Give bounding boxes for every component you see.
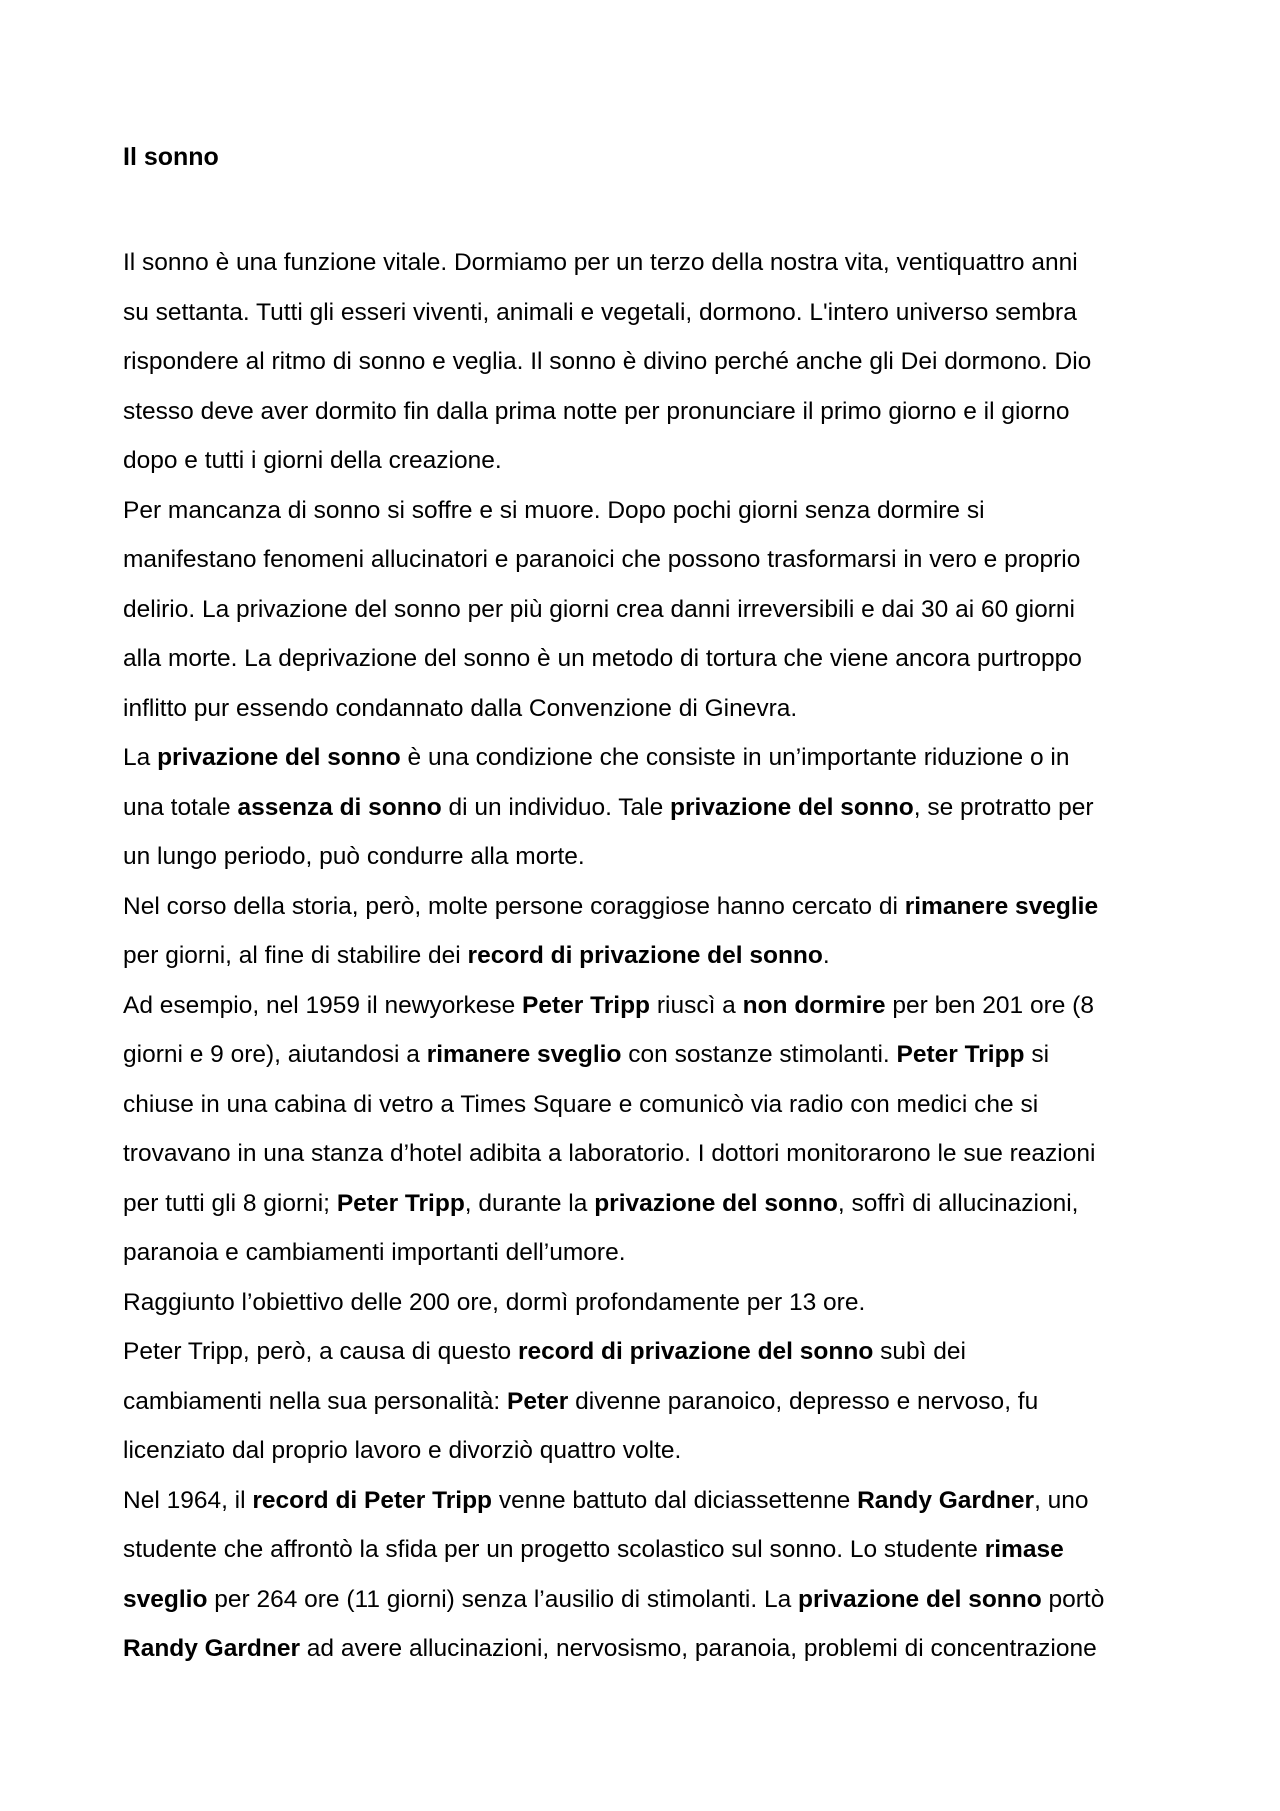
text-line xyxy=(123,1080,1173,1130)
text-line xyxy=(123,535,1173,585)
bold-text-run: Peter xyxy=(507,1387,569,1415)
text-run: Raggiunto l’obiettivo delle 200 ore, dormì profondamente per 13 ore. xyxy=(123,1288,866,1316)
text-run: Nel 1964, il xyxy=(123,1486,253,1514)
bold-text-run: privazione del sonno xyxy=(594,1189,838,1217)
text-run: trovavano in una stanza d’hotel adibita a laboratorio. I dottori monitorarono le sue reazioni xyxy=(123,1140,1096,1167)
text-line xyxy=(123,981,1173,1031)
text-line xyxy=(123,1426,1173,1476)
text-line xyxy=(123,486,1173,536)
document-title: Il sonno xyxy=(123,143,219,171)
text-run: delirio. La privazione del sonno per più giorni crea danni irreversibili e dai 30 ai 60 giorni xyxy=(123,595,1075,623)
text-line xyxy=(123,387,1173,437)
bold-text-run: Randy Gardner xyxy=(123,1635,300,1662)
text-line xyxy=(123,436,1173,486)
bold-text-run: Peter Tripp xyxy=(522,991,651,1019)
bold-text-run: assenza di sonno xyxy=(237,793,442,821)
text-line xyxy=(123,634,1173,684)
text-line xyxy=(123,1476,1173,1526)
text-run: La xyxy=(123,744,158,771)
text-line xyxy=(123,783,1173,833)
text-run: paranoia e cambiamenti importanti dell’umore. xyxy=(123,1239,626,1266)
text-line xyxy=(123,1129,1173,1179)
text-line xyxy=(123,585,1173,635)
text-run: una totale xyxy=(123,793,238,821)
text-run: per tutti gli 8 giorni; xyxy=(123,1189,337,1217)
text-run: manifestano fenomeni allucinatori e paranoici che possono trasformarsi in vero e proprio xyxy=(123,546,1081,573)
text-line xyxy=(123,1278,1173,1328)
text-run: Ad esempio, nel 1959 il newyorkese xyxy=(123,991,523,1019)
text-line xyxy=(123,931,1173,981)
text-run: è una condizione che consiste in un’importante riduzione o in xyxy=(400,744,1070,771)
bold-text-run: Peter Tripp xyxy=(336,1189,465,1217)
text-run: , soffrì di allucinazioni, xyxy=(837,1189,1079,1217)
text-line xyxy=(123,1377,1173,1427)
text-line xyxy=(123,1624,1173,1674)
text-line xyxy=(123,1179,1173,1229)
text-run: Per mancanza di sonno si soffre e si muore. Dopo pochi giorni senza dormire si xyxy=(123,496,985,524)
bold-text-run: Randy Gardner xyxy=(857,1486,1035,1514)
text-run: cambiamenti nella sua personalità: xyxy=(123,1387,508,1415)
text-run: con sostanze stimolanti. xyxy=(621,1041,897,1068)
text-line xyxy=(123,1030,1173,1080)
text-line xyxy=(123,1575,1173,1625)
text-run: su settanta. Tutti gli esseri viventi, animali e vegetali, dormono. L'intero universo sembra xyxy=(123,298,1077,326)
text-run: portò xyxy=(1041,1585,1105,1613)
text-run: studente che affrontò la sfida per un progetto scolastico sul sonno. Lo studente xyxy=(123,1536,985,1563)
text-run: dopo e tutti i giorni della creazione. xyxy=(123,447,502,474)
text-run: Il sonno è una funzione vitale. Dormiamo per un terzo della nostra vita, ventiquattro anni xyxy=(123,249,1078,276)
text-line xyxy=(123,1327,1173,1377)
bold-text-run: privazione del sonno xyxy=(798,1585,1042,1613)
text-line xyxy=(123,238,1173,288)
text-run: di un individuo. Tale xyxy=(441,793,671,821)
document-body xyxy=(123,238,1173,1674)
bold-text-run: rimanere sveglie xyxy=(904,892,1099,920)
bold-text-run: record di privazione del sonno xyxy=(517,1338,874,1365)
text-run: per ben 201 ore (8 xyxy=(885,991,1094,1019)
text-run: si xyxy=(1024,1041,1050,1068)
bold-text-run: rimanere sveglio xyxy=(426,1041,622,1068)
bold-text-run: sveglio xyxy=(123,1585,208,1613)
text-run: giorni e 9 ore), aiutandosi a xyxy=(123,1041,427,1068)
text-run: alla morte. La deprivazione del sonno è un metodo di tortura che viene ancora purtroppo xyxy=(123,645,1082,672)
bold-text-run: Peter Tripp xyxy=(896,1041,1025,1068)
text-line xyxy=(123,832,1173,882)
text-run: ad avere allucinazioni, nervosismo, paranoia, problemi di concentrazione xyxy=(300,1635,1097,1662)
text-run: . xyxy=(822,942,830,969)
text-line xyxy=(123,337,1173,387)
text-line xyxy=(123,733,1173,783)
text-run: , durante la xyxy=(464,1189,595,1217)
text-line xyxy=(123,882,1173,932)
bold-text-run: record di Peter Tripp xyxy=(252,1486,493,1514)
text-line xyxy=(123,1228,1173,1278)
text-run: stesso deve aver dormito fin dalla prima notte per pronunciare il primo giorno e il giorno xyxy=(123,397,1070,425)
text-run: riuscì a xyxy=(650,991,743,1019)
text-run: , se protratto per xyxy=(913,793,1094,821)
text-run: chiuse in una cabina di vetro a Times Square e comunicò via radio con medici che si xyxy=(123,1090,1039,1118)
text-run: subì dei xyxy=(873,1338,966,1365)
text-run: per 264 ore (11 giorni) senza l’ausilio di stimolanti. La xyxy=(207,1585,799,1613)
bold-text-run: privazione del sonno xyxy=(157,744,401,771)
text-run: , uno xyxy=(1034,1486,1089,1514)
text-line xyxy=(123,1525,1173,1575)
text-run: un lungo periodo, può condurre alla morte. xyxy=(123,843,585,870)
bold-text-run: privazione del sonno xyxy=(670,793,914,821)
text-run: Peter Tripp, però, a causa di questo xyxy=(123,1338,518,1365)
bold-text-run: record di privazione del sonno xyxy=(467,942,823,969)
bold-text-run: rimase xyxy=(984,1536,1064,1563)
bold-text-run: non dormire xyxy=(742,991,886,1019)
text-run: inflitto pur essendo condannato dalla Convenzione di Ginevra. xyxy=(123,694,798,722)
text-run: per giorni, al fine di stabilire dei xyxy=(123,942,468,969)
text-run: divenne paranoico, depresso e nervoso, fu xyxy=(568,1387,1039,1415)
text-run: licenziato dal proprio lavoro e divorziò quattro volte. xyxy=(123,1437,682,1464)
text-line xyxy=(123,684,1173,734)
text-line xyxy=(123,288,1173,338)
text-run: venne battuto dal diciassettenne xyxy=(492,1486,858,1514)
text-run: rispondere al ritmo di sonno e veglia. Il sonno è divino perché anche gli Dei dormono. Dio xyxy=(123,348,1092,375)
text-run: Nel corso della storia, però, molte persone coraggiose hanno cercato di xyxy=(123,892,905,920)
